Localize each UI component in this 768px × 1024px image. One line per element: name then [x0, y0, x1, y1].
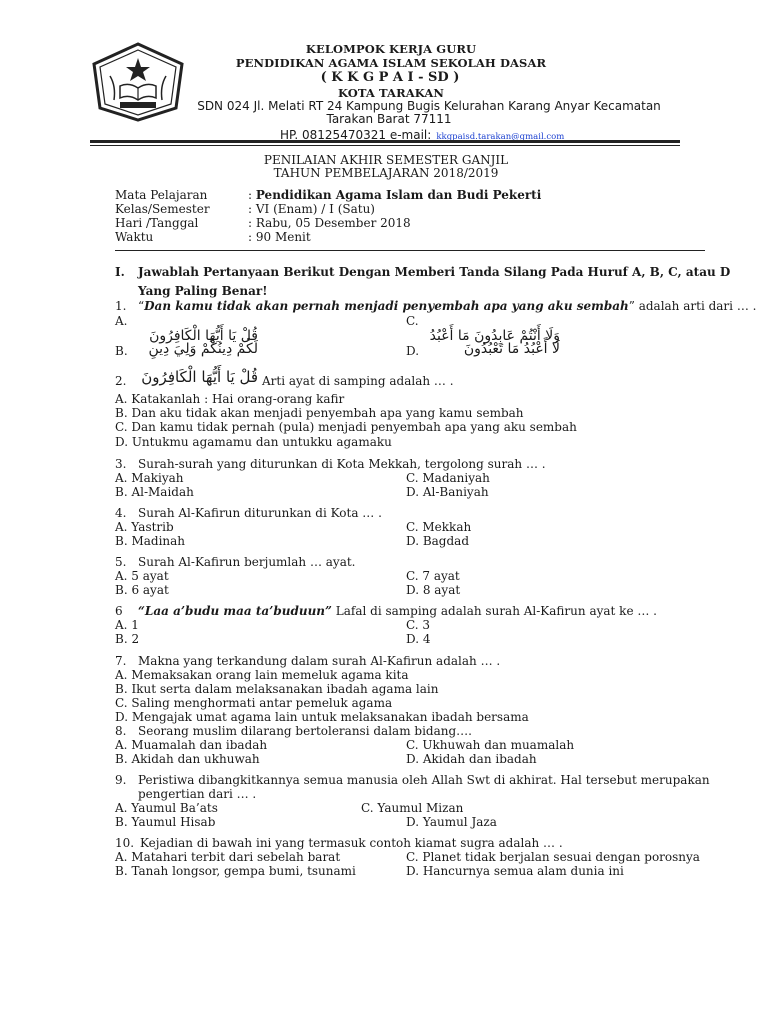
info-label-time: Waktu: [115, 230, 154, 244]
address-line-1: SDN 024 Jl. Melati RT 24 Kampung Bugis Kelurahan Karang Anyar Kecamatan: [197, 99, 661, 113]
q7-option-a[interactable]: A. Memaksakan orang lain memeluk agama kita: [115, 668, 409, 682]
q7-option-c[interactable]: C. Saling menghormati antar pemeluk agama: [115, 696, 393, 710]
q5-number: 5.: [115, 555, 127, 569]
q2-option-b[interactable]: B. Dan aku tidak akan menjadi penyembah apa yang kamu sembah: [115, 406, 524, 420]
q3-option-c[interactable]: C. Madaniyah: [406, 471, 490, 485]
q5-option-a[interactable]: A. 5 ayat: [115, 569, 169, 583]
q1-option-c[interactable]: C.: [406, 314, 419, 328]
info-divider: [115, 250, 705, 251]
header-line-4: KOTA TARAKAN: [337, 86, 445, 100]
info-value-time: : 90 Menit: [248, 230, 311, 244]
q10-option-c[interactable]: C. Planet tidak berjalan sesuai dengan porosnya: [406, 850, 700, 864]
section-instruction: Jawablah Pertanyaan Berikut Dengan Memberi Tanda Silang Pada Huruf A, B, C, atau D: [138, 265, 731, 279]
q5-option-c[interactable]: C. 7 ayat: [406, 569, 460, 583]
section-instruction-2: Yang Paling Benar!: [138, 284, 268, 298]
header-divider-thin: [90, 145, 680, 146]
section-number: I.: [115, 265, 125, 279]
q8-number: 8.: [115, 724, 127, 738]
q8-text: Seorang muslim dilarang bertoleransi dalam bidang….: [138, 724, 472, 738]
q2-option-c[interactable]: C. Dan kamu tidak pernah (pula) menjadi penyembah apa yang aku sembah: [115, 420, 577, 434]
q8-option-d[interactable]: D. Akidah dan ibadah: [406, 752, 537, 766]
q1-text: “Dan kamu tidak akan pernah menjadi penyembah apa yang aku sembah” adalah arti dari … .: [138, 299, 757, 313]
q8-option-a[interactable]: A. Muamalah dan ibadah: [115, 738, 268, 752]
q2-number: 2.: [115, 374, 127, 388]
q5-text: Surah Al-Kafirun berjumlah … ayat.: [138, 555, 356, 569]
q8-option-c[interactable]: C. Ukhuwah dan muamalah: [406, 738, 575, 752]
q2-prompt: Arti ayat di samping adalah … .: [262, 374, 454, 388]
q5-option-d[interactable]: D. 8 ayat: [406, 583, 461, 597]
info-label-date: Hari /Tanggal: [115, 216, 199, 230]
q4-option-d[interactable]: D. Bagdad: [406, 534, 469, 548]
exam-title-1: PENILAIAN AKHIR SEMESTER GANJIL: [263, 153, 509, 167]
phone-text: HP. 08125470321 e-mail:: [280, 128, 432, 142]
q7-option-b[interactable]: B. Ikut serta dalam melaksanakan ibadah agama lain: [115, 682, 439, 696]
q9-text-1: Peristiwa dibangkitkannya semua manusia oleh Allah Swt di akhirat. Hal tersebut merupakan: [138, 773, 710, 787]
q1-option-b-arabic: قُلْ يَا أَيُّهَا الْكَافِرُونَ لَكُمْ دِينُكُمْ وَلِيَ دِينِ: [148, 328, 258, 357]
q7-option-d[interactable]: D. Mengajak umat agama lain untuk melaksanakan ibadah bersama: [115, 710, 529, 724]
q2-option-d[interactable]: D. Untukmu agamamu dan untukku agamaku: [115, 435, 392, 449]
q10-number: 10.: [115, 836, 135, 850]
email-link[interactable]: kkgpaisd.tarakan@gmail.com: [436, 132, 565, 142]
q1-option-d[interactable]: D.: [406, 344, 420, 358]
q6-number: 6: [115, 604, 123, 618]
q4-option-c[interactable]: C. Mekkah: [406, 520, 472, 534]
q3-option-a[interactable]: A. Makiyah: [115, 471, 184, 485]
q8-option-b[interactable]: B. Akidah dan ukhuwah: [115, 752, 260, 766]
q9-option-b[interactable]: B. Yaumul Hisab: [115, 815, 216, 829]
q9-option-c[interactable]: C. Yaumul Mizan: [361, 801, 464, 815]
header-divider: [90, 140, 680, 143]
q10-option-d[interactable]: D. Hancurnya semua alam dunia ini: [406, 864, 624, 878]
q3-text: Surah-surah yang diturunkan di Kota Mekkah, tergolong surah … .: [138, 457, 546, 471]
q4-number: 4.: [115, 506, 127, 520]
q4-option-b[interactable]: B. Madinah: [115, 534, 186, 548]
q9-option-a[interactable]: A. Yaumul Ba’ats: [115, 801, 218, 815]
q5-option-b[interactable]: B. 6 ayat: [115, 583, 169, 597]
q9-text-2: pengertian dari … .: [138, 787, 257, 801]
q4-option-a[interactable]: A. Yastrib: [115, 520, 174, 534]
q1-option-a[interactable]: A.: [115, 314, 128, 328]
q7-number: 7.: [115, 654, 127, 668]
info-value-subject: : Pendidikan Agama Islam dan Budi Pekerti: [248, 188, 542, 202]
info-value-date: : Rabu, 05 Desember 2018: [248, 216, 411, 230]
q6-option-c[interactable]: C. 3: [406, 618, 431, 632]
q2-arabic: قُلْ يَا أَيُّهَا الْكَافِرُونَ: [141, 368, 258, 386]
info-value-class: : VI (Enam) / I (Satu): [248, 202, 375, 216]
header-line-1: KELOMPOK KERJA GURU: [305, 42, 477, 56]
exam-title-2: TAHUN PEMBELAJARAN 2018/2019: [273, 166, 499, 180]
q9-option-d[interactable]: D. Yaumul Jaza: [406, 815, 497, 829]
q3-number: 3.: [115, 457, 127, 471]
q6-option-d[interactable]: D. 4: [406, 632, 431, 646]
q6-option-b[interactable]: B. 2: [115, 632, 140, 646]
header-line-2: PENDIDIKAN AGAMA ISLAM SEKOLAH DASAR: [235, 56, 547, 70]
q6-option-a[interactable]: A. 1: [115, 618, 139, 632]
q10-option-a[interactable]: A. Matahari terbit dari sebelah barat: [115, 850, 341, 864]
info-label-class: Kelas/Semester: [115, 202, 210, 216]
q9-number: 9.: [115, 773, 127, 787]
q4-text: Surah Al-Kafirun diturunkan di Kota … .: [138, 506, 382, 520]
q7-text: Makna yang terkandung dalam surah Al-Kafirun adalah … .: [138, 654, 501, 668]
q3-option-b[interactable]: B. Al-Maidah: [115, 485, 194, 499]
q10-option-b[interactable]: B. Tanah longsor, gempa bumi, tsunami: [115, 864, 356, 878]
info-label-subject: Mata Pelajaran: [115, 188, 208, 202]
address-line-2: Tarakan Barat 77111: [326, 112, 452, 126]
q3-option-d[interactable]: D. Al-Baniyah: [406, 485, 489, 499]
q6-text: “Laa a’budu maa ta’buduun” Lafal di samping adalah surah Al-Kafirun ayat ke … .: [138, 604, 657, 618]
q1-option-d-arabic: وَلَا أَنْتُمْ عَابِدُونَ مَا أَعْبُدُ لَا أَعْبُدُ مَا تَعْبُدُونَ: [429, 328, 560, 357]
q10-text: Kejadian di bawah ini yang termasuk contoh kiamat sugra adalah … .: [140, 836, 563, 850]
q1-option-b[interactable]: B.: [115, 344, 128, 358]
q2-option-a[interactable]: A. Katakanlah : Hai orang-orang kafir: [115, 392, 345, 406]
q1-number: 1.: [115, 299, 127, 313]
header-line-3: ( K K G P A I - SD ): [320, 70, 460, 85]
